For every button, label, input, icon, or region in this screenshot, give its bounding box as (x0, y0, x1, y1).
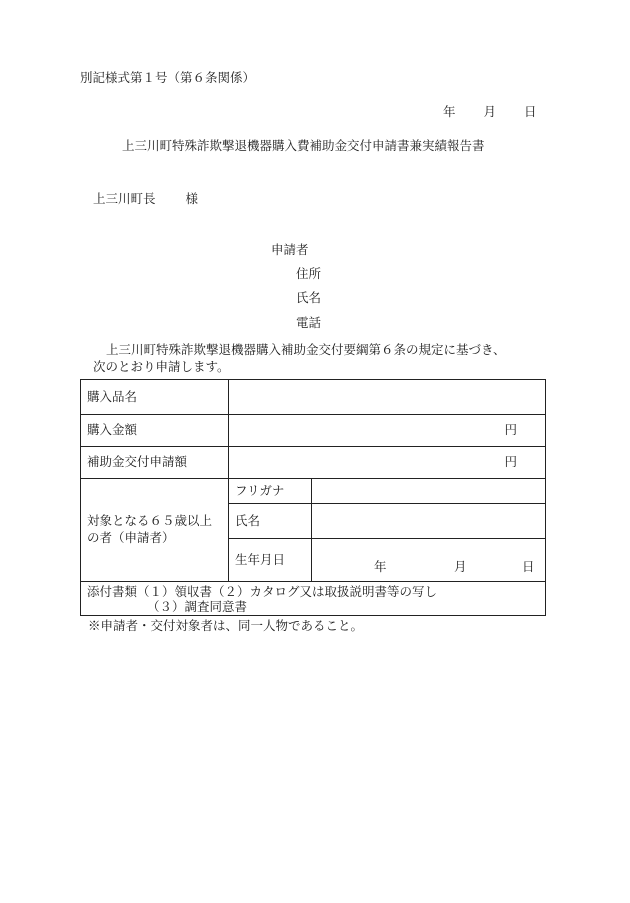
application-table (80, 379, 546, 616)
table-row (81, 447, 546, 479)
target-person-label: 対象となる６５歳以上の者（申請者） (81, 479, 229, 582)
date-day: 日 (524, 104, 537, 119)
yen-unit: 円 (504, 422, 517, 438)
purchase-item-field[interactable] (229, 380, 546, 415)
dob-year: 年 (374, 559, 387, 575)
footnote: ※申請者・交付対象者は、同一人物であること。 (88, 618, 364, 633)
attachments-line-2: （３）調査同意書 (147, 599, 248, 614)
furigana-label: フリガナ (229, 479, 312, 504)
dob-field[interactable] (312, 539, 546, 582)
table-row (81, 479, 546, 504)
purchase-item-label: 購入品名 (81, 380, 229, 415)
table-row (81, 415, 546, 447)
applicant-phone-label: 電話 (296, 315, 322, 330)
date-month: 月 (483, 104, 497, 119)
person-name-field[interactable] (312, 504, 546, 539)
subsidy-amount-label: 補助金交付申請額 (81, 447, 229, 479)
table-row (81, 582, 546, 616)
date-line (443, 106, 537, 119)
application-statement (93, 341, 563, 375)
applicant-heading: 申請者 (271, 242, 309, 257)
addressee (93, 193, 198, 206)
form-number: 別記様式第１号（第６条関係） (80, 70, 256, 85)
purchase-amount-label: 購入金額 (81, 415, 229, 447)
date-year: 年 (443, 104, 456, 119)
document-title: 上三川町特殊詐欺撃退機器購入費補助金交付申請書兼実績報告書 (122, 138, 485, 153)
subsidy-amount-field[interactable] (229, 447, 546, 479)
dob-day: 日 (522, 559, 535, 575)
attachments-line-1: 添付書類（１）領収書（２）カタログ又は取扱説明書等の写し (87, 584, 438, 599)
yen-unit: 円 (504, 454, 517, 470)
addressee-honorific: 様 (185, 191, 199, 206)
applicant-address-label: 住所 (296, 266, 322, 281)
table-row (81, 380, 546, 415)
applicant-name-label: 氏名 (296, 290, 322, 305)
statement-line-1: 上三川町特殊詐欺撃退機器購入補助金交付要綱第６条の規定に基づき、 (106, 342, 506, 357)
dob-month: 月 (454, 559, 467, 575)
statement-line-2: 次のとおり申請します。 (93, 359, 230, 374)
addressee-name: 上三川町長 (93, 191, 156, 206)
person-name-label: 氏名 (229, 504, 312, 539)
purchase-amount-field[interactable] (229, 415, 546, 447)
dob-label: 生年月日 (229, 539, 312, 582)
attachments-cell (81, 582, 546, 616)
furigana-field[interactable] (312, 479, 546, 504)
